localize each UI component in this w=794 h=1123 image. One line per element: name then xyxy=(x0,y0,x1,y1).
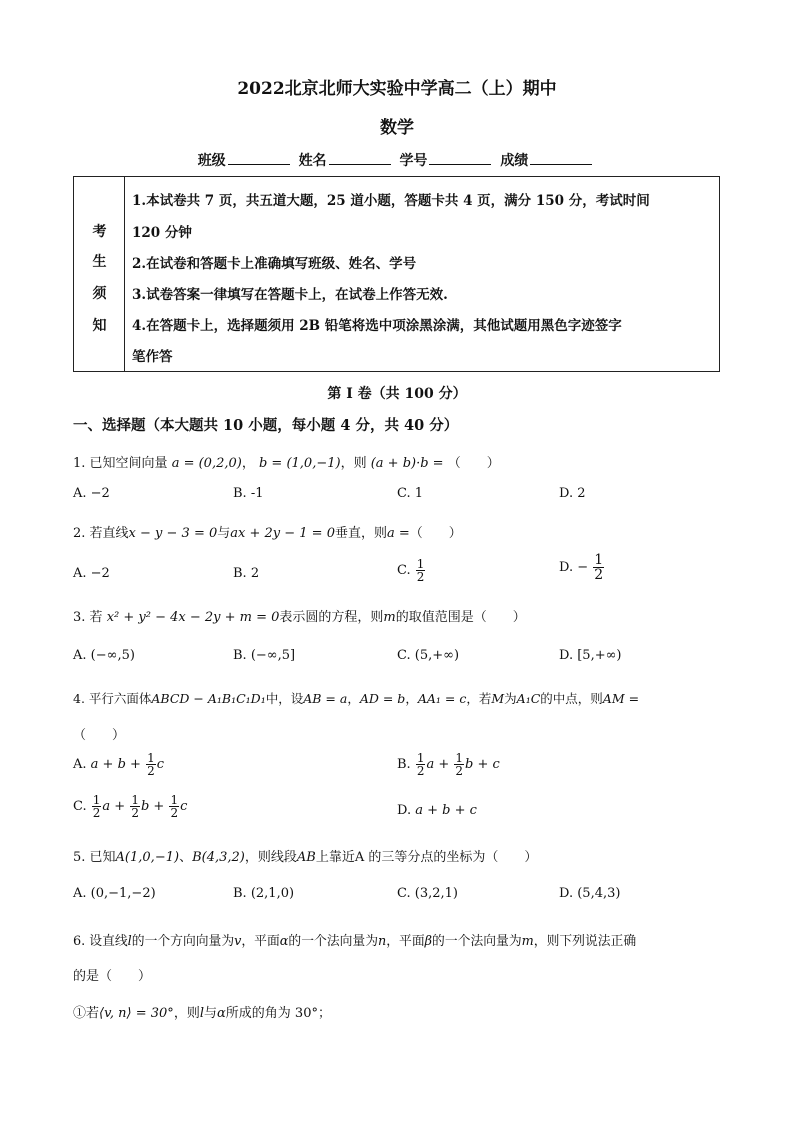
q2-ask: a = xyxy=(387,526,410,541)
q4-vec-ad: AD = b xyxy=(359,691,406,706)
q5-option-c[interactable]: C. (3,2,1) xyxy=(397,886,458,901)
field-id-label: 学号 xyxy=(399,153,428,169)
q2-option-d[interactable]: D. − $\frac{1}{2}$ xyxy=(559,552,604,583)
q5-text: 5. 已知 xyxy=(73,850,116,865)
notice-item: 2.在试卷和答题卡上准确填写班级、姓名、学号 xyxy=(132,256,417,272)
q1-option-d[interactable]: D. 2 xyxy=(559,486,586,501)
q2-option-b[interactable]: B. 2 xyxy=(233,566,260,581)
q4-vec-aa1: AA₁ = c xyxy=(417,691,467,706)
q4-option-c[interactable]: C. $\frac{1}{2}$ a + $\frac{1}{2}$ b + $\frac{1}{2}$ c xyxy=(73,793,188,820)
fraction-one-half: $\frac{1}{2}$ xyxy=(594,552,604,583)
q2-post: 垂直，则 xyxy=(334,526,387,541)
exam-subject: 数学 xyxy=(380,118,414,138)
q4-point-m: M xyxy=(491,691,505,706)
q5-option-d[interactable]: D. (5,4,3) xyxy=(559,886,621,901)
q4-ask: AM = xyxy=(602,691,640,706)
notice-label-char: 生 xyxy=(92,254,107,270)
q3-option-a[interactable]: A. (−∞,5) xyxy=(73,648,135,663)
notice-item: 1.本试卷共 7 页，共五道大题，25 道小题，答题卡共 4 页，满分 150 分，考试时间 xyxy=(132,193,650,209)
q1-answer-paren: （ ） xyxy=(447,456,500,471)
q6-line-2: 的是（ ） xyxy=(73,969,152,984)
question-3 xyxy=(73,606,526,625)
q1-expression: (a + b)·b = xyxy=(370,456,444,471)
field-class-blank[interactable] xyxy=(228,152,290,165)
q4-post: ，若 xyxy=(466,691,492,706)
q3-post2: 的取值范围是（ ） xyxy=(395,610,526,625)
q3-option-d[interactable]: D. [5,+∞) xyxy=(559,648,622,663)
q3-var: m xyxy=(383,610,396,625)
q6-statement-1: ①若⟨v, n⟩ = 30°，则l与α所成的角为 30°； xyxy=(73,1006,331,1021)
field-class-label: 班级 xyxy=(197,153,226,169)
fraction-one-half: $\frac{1}{2}$ xyxy=(416,557,425,584)
q4-answer-paren: （ ） xyxy=(73,728,126,743)
question-6: 6. 设直线l的一个方向向量为v，平面α的一个法向量为n，平面β的一个法向量为m，则下列说法正确 xyxy=(73,934,637,949)
q4-segment: A₁C xyxy=(516,691,541,706)
q2-mid: 与 xyxy=(217,526,231,541)
q1-text: 1. 已知空间向量 xyxy=(73,456,168,471)
notice-item: 120 分钟 xyxy=(132,225,192,241)
q5-post2: 上靠近A 的三等分点的坐标为（ ） xyxy=(315,850,538,865)
q4-text: 4. 平行六面体 xyxy=(73,691,152,706)
q5-option-b[interactable]: B. (2,1,0) xyxy=(233,886,295,901)
q2-line-1: x − y − 3 = 0 xyxy=(128,526,218,541)
q2-line-2: ax + 2y − 1 = 0 xyxy=(230,526,335,541)
field-name-label: 姓名 xyxy=(298,153,327,169)
q3-post: 表示圆的方程，则 xyxy=(279,610,384,625)
q5-segment: AB xyxy=(296,850,316,865)
q4-option-a[interactable]: A. a + b + $\frac{1}{2}$ c xyxy=(73,751,164,778)
section-title: 第 I 卷（共 100 分） xyxy=(327,386,467,402)
q1-vector-b: b = (1,0,−1) xyxy=(258,456,341,471)
q2-option-c[interactable]: C. $\frac{1}{2}$ xyxy=(397,557,425,584)
notice-item: 3.试卷答案一律填写在答题卡上，在试卷上作答无效. xyxy=(132,287,448,303)
q3-equation: x² + y² − 4x − 2y + m = 0 xyxy=(106,610,280,625)
question-4: 4. 平行六面体ABCD − A₁B₁C₁D₁中，设AB = a，AD = b，AA₁ = c，若M为A₁C的中点，则AM = xyxy=(73,691,640,706)
notice-label-char: 须 xyxy=(92,286,107,302)
q2-text: 2. 若直线 xyxy=(73,526,129,541)
question-1: 1. 已知空间向量 a = (0,2,0)， b = (1,0,−1)，则 (a + b)·b = （ ） xyxy=(73,456,500,471)
q4-solid: ABCD − A₁B₁C₁D₁ xyxy=(151,691,266,706)
q3-option-c[interactable]: C. (5,+∞) xyxy=(397,648,460,663)
student-info-line xyxy=(0,150,794,170)
part-title: 一、选择题（本大题共 10 小题，每小题 4 分，共 40 分） xyxy=(73,417,459,434)
q1-mid: ，则 xyxy=(340,456,367,471)
q1-option-b[interactable]: B. -1 xyxy=(233,486,264,501)
q5-point-b: B(4,3,2) xyxy=(192,850,245,865)
exam-notice-box xyxy=(73,176,720,372)
notice-label-char: 考 xyxy=(92,224,107,240)
q4-option-d[interactable]: D. a + b + c xyxy=(397,803,477,818)
question-5: 5. 已知A(1,0,−1)、B(4,3,2)，则线段AB上靠近A 的三等分点的坐标为（ ） xyxy=(73,850,538,865)
q5-option-a[interactable]: A. (0,−1,−2) xyxy=(73,886,156,901)
exam-title: 2022北京北师大实验中学高二（上）期中 xyxy=(237,79,557,99)
q4-option-b[interactable]: B. $\frac{1}{2}$ a + $\frac{1}{2}$ b + c xyxy=(397,751,500,778)
q1-option-a[interactable]: A. −2 xyxy=(73,486,110,501)
q4-mid: 中，设 xyxy=(265,691,304,706)
notice-item: 4.在答题卡上，选择题须用 2B 铅笔将选中项涂黑涂满，其他试题用黑色字迹签字 xyxy=(132,318,622,334)
notice-label-column xyxy=(74,177,125,371)
q5-point-a: A(1,0,−1) xyxy=(115,850,180,865)
q1-vector-a: a = (0,2,0) xyxy=(171,456,242,471)
field-score-blank[interactable] xyxy=(530,152,592,165)
q1-option-c[interactable]: C. 1 xyxy=(397,486,424,501)
q2-option-a[interactable]: A. −2 xyxy=(73,566,110,581)
field-score-label: 成绩 xyxy=(500,153,529,169)
notice-label-char: 知 xyxy=(92,318,107,334)
notice-item: 笔作答 xyxy=(132,349,173,365)
q4-post2: 为 xyxy=(504,691,517,706)
field-id-blank[interactable] xyxy=(429,152,491,165)
question-2 xyxy=(73,522,462,541)
q4-vec-ab: AB = a xyxy=(303,691,348,706)
q4-post3: 的中点，则 xyxy=(540,691,603,706)
q2-answer-paren: （ ） xyxy=(409,526,462,541)
field-name-blank[interactable] xyxy=(329,152,391,165)
q5-post: ，则线段 xyxy=(244,850,297,865)
q3-text: 3. 若 xyxy=(73,610,103,625)
q3-option-b[interactable]: B. (−∞,5] xyxy=(233,648,296,663)
